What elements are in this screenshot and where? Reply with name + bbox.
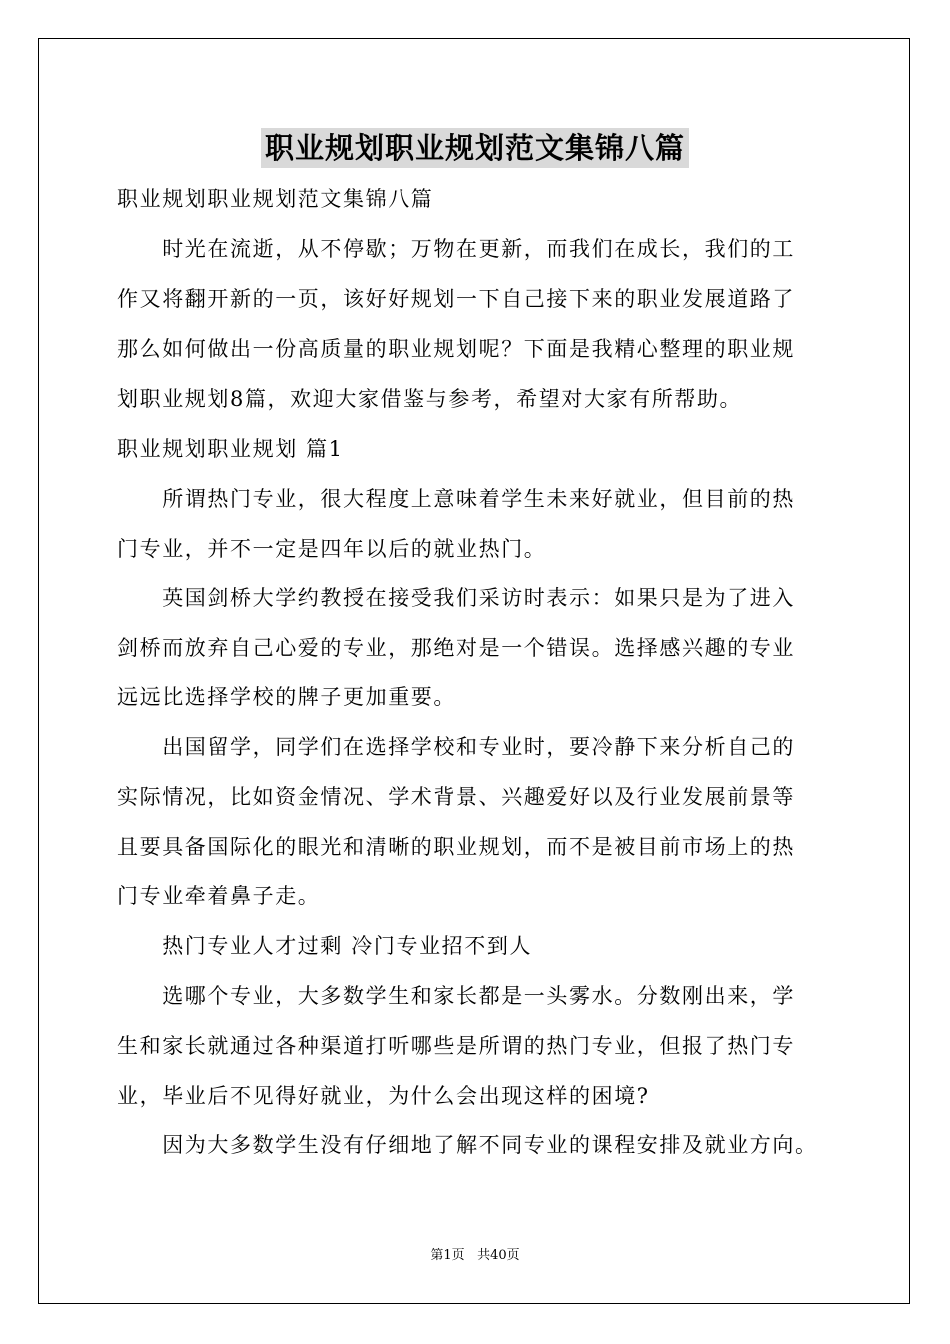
body-line: 那么如何做出一份高质量的职业规划呢？下面是我精心整理的职业规 (117, 337, 795, 361)
body-line: 生和家长就通过各种渠道打听哪些是所谓的热门专业，但报了热门专 (117, 1034, 795, 1058)
body-line: 门专业牵着鼻子走。 (117, 884, 321, 908)
body-line: 英国剑桥大学约教授在接受我们采访时表示：如果只是为了进入 (117, 586, 795, 610)
body-line: 选哪个专业，大多数学生和家长都是一头雾水。分数刚出来，学 (117, 984, 795, 1008)
body-line: 远远比选择学校的牌子更加重要。 (117, 685, 456, 709)
page-total: 共40页 (477, 1248, 520, 1263)
body-line: 业，毕业后不见得好就业，为什么会出现这样的困境? (117, 1084, 650, 1108)
body-line: 且要具备国际化的眼光和清晰的职业规划，而不是被目前市场上的热 (117, 835, 795, 859)
body-line: 剑桥而放弃自己心爱的专业，那绝对是一个错误。选择感兴趣的专业 (117, 636, 795, 660)
page-footer (0, 1247, 950, 1265)
page-border (38, 38, 910, 1304)
body-line: 所谓热门专业，很大程度上意味着学生未来好就业，但目前的热 (117, 487, 795, 511)
body-line: 作又将翻开新的一页，该好好规划一下自己接下来的职业发展道路了 (117, 287, 795, 311)
body-line: 因为大多数学生没有仔细地了解不同专业的课程安排及就业方向。 (117, 1133, 818, 1157)
section-heading: 职业规划职业规划 篇1 (117, 437, 344, 461)
body-line: 实际情况，比如资金情况、学术背景、兴趣爱好以及行业发展前景等 (117, 785, 795, 809)
body-line: 时光在流逝，从不停歇；万物在更新，而我们在成长，我们的工 (117, 237, 795, 261)
body-line: 出国留学，同学们在选择学校和专业时，要冷静下来分析自己的 (117, 735, 795, 759)
document-title: 职业规划职业规划范文集锦八篇 (261, 128, 689, 168)
sub-heading-line: 热门专业人才过剩 冷门专业招不到人 (117, 934, 533, 958)
title-container (0, 128, 950, 168)
body-line: 门专业，并不一定是四年以后的就业热门。 (117, 537, 547, 561)
page-number: 第1页 (430, 1248, 465, 1263)
body-line: 划职业规划8篇，欢迎大家借鉴与参考，希望对大家有所帮助。 (117, 387, 743, 411)
subtitle-line: 职业规划职业规划范文集锦八篇 (117, 187, 434, 211)
